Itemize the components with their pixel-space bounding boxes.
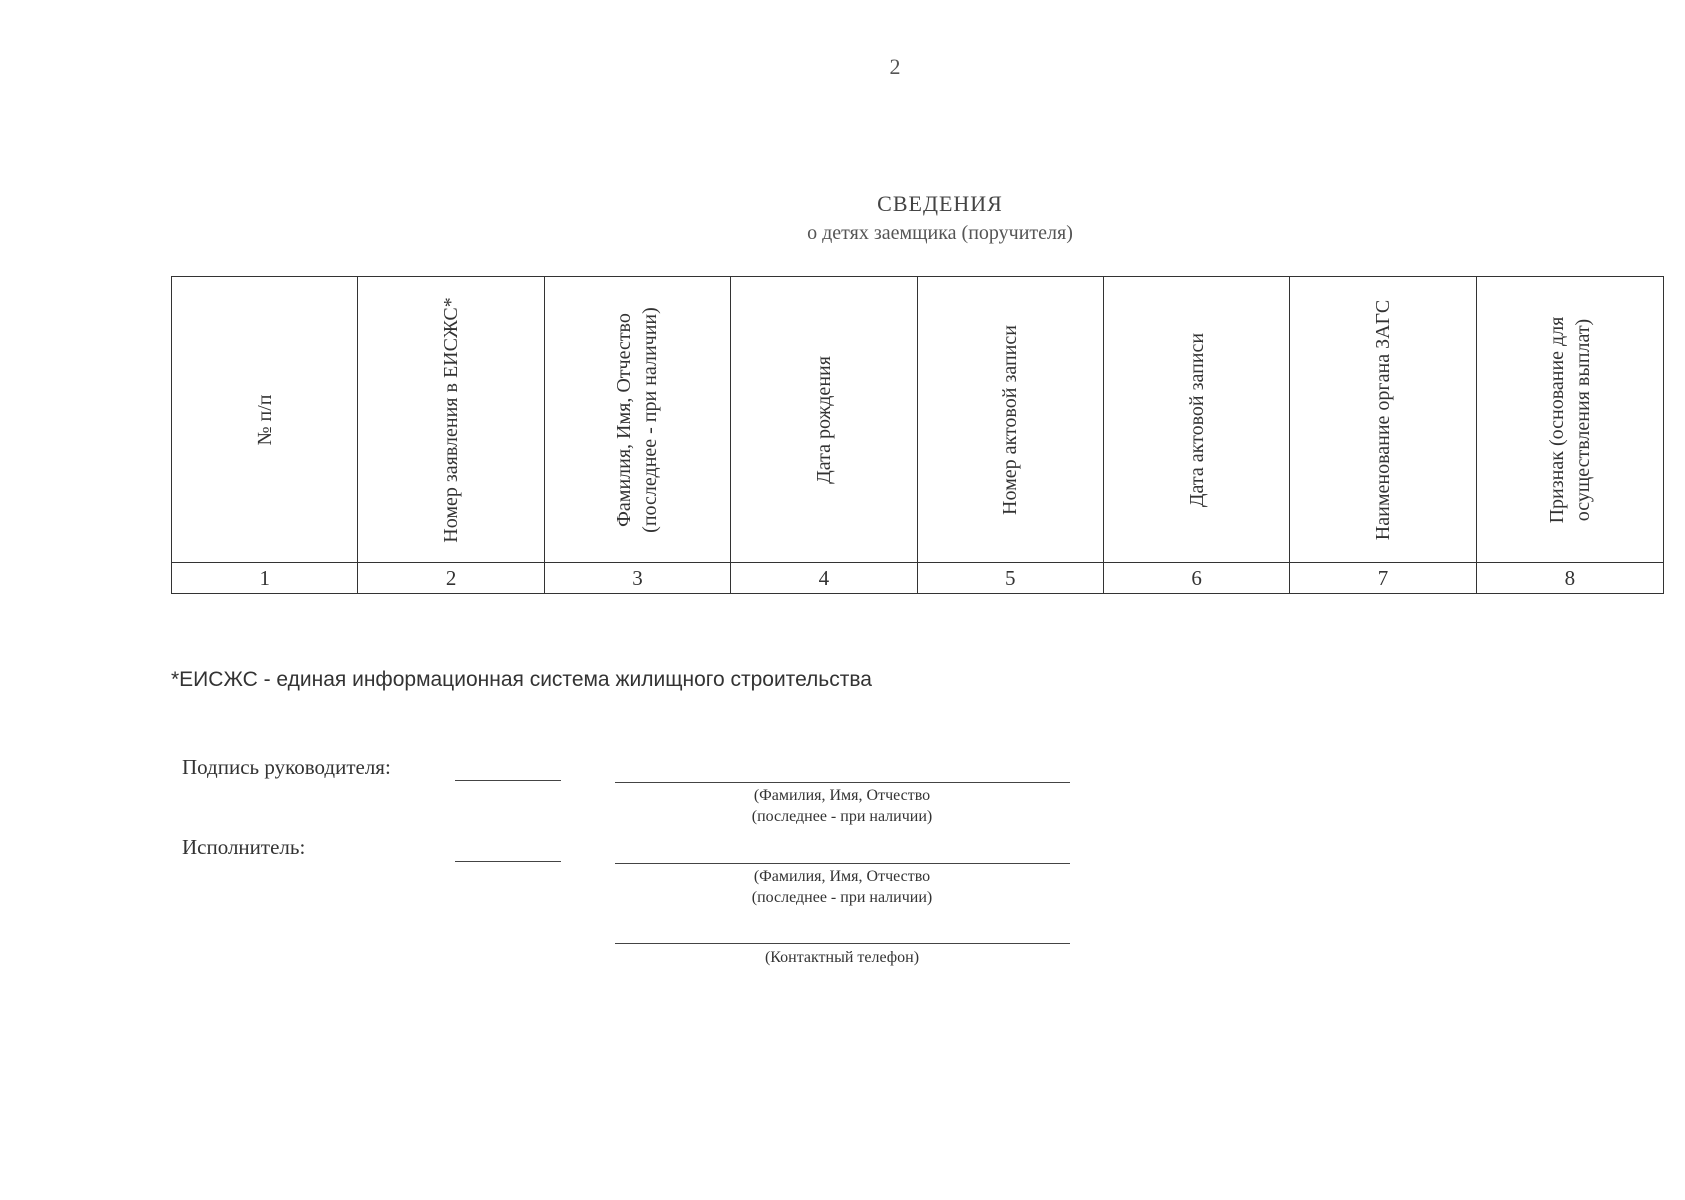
header-cell-8 (1477, 277, 1663, 563)
header-cell-2 (358, 277, 544, 563)
header-label-4: Дата рождения (812, 355, 835, 484)
column-number-2: 2 (358, 563, 544, 593)
page-number: 2 (889, 54, 901, 79)
executor-name-line (615, 863, 1070, 864)
head-name-caption-line2: (последнее - при наличии) (751, 808, 933, 825)
contact-phone-caption: (Контактный телефон) (764, 949, 920, 966)
head-signature-line (455, 780, 561, 781)
column-number-3: 3 (545, 563, 731, 593)
head-name-caption-line1: (Фамилия, Имя, Отчество (753, 787, 931, 804)
header-label-2: Номер заявления в ЕИСЖС* (440, 296, 463, 543)
header-cell-1 (172, 277, 358, 563)
header-label-6: Дата актовой записи (1185, 332, 1208, 507)
header-label-5: Номер актовой записи (999, 324, 1022, 515)
column-number-8: 8 (1564, 565, 1576, 590)
column-number-4: 4 (731, 563, 917, 593)
header-label-3: Фамилия, Имя, Отчество (последнее - при наличии) (613, 306, 662, 533)
head-name-caption (642, 785, 1042, 827)
footnote: *ЕИСЖС - единая информационная система жилищного строительства (171, 668, 872, 691)
header-cell-5 (918, 277, 1104, 563)
executor-name-caption-line2: (последнее - при наличии) (751, 889, 933, 906)
children-info-table (171, 276, 1664, 594)
header-cell-4 (731, 277, 917, 563)
document-title: СВЕДЕНИЯ (877, 191, 1003, 216)
header-cell-3 (545, 277, 731, 563)
column-number-1: 1 (172, 563, 358, 593)
executor-signature-line (455, 861, 561, 862)
column-number-5: 5 (918, 563, 1104, 593)
executor-name-caption (642, 866, 1042, 908)
document-subtitle: о детях заемщика (поручителя) (807, 222, 1073, 244)
header-label-8: Признак (основание для осуществления выплат) (1545, 316, 1594, 523)
header-cell-7 (1290, 277, 1476, 563)
head-name-line (615, 782, 1070, 783)
head-signature-label: Подпись руководителя: (182, 755, 391, 779)
header-label-1: № п/п (253, 393, 276, 446)
column-number-7: 7 (1290, 563, 1476, 593)
header-label-7: Наименование органа ЗАГС (1371, 299, 1394, 540)
executor-label: Исполнитель: (182, 835, 306, 859)
executor-name-caption-line1: (Фамилия, Имя, Отчество (753, 868, 931, 885)
contact-phone-line (615, 943, 1070, 944)
column-number-6: 6 (1104, 563, 1290, 593)
header-cell-6 (1104, 277, 1290, 563)
